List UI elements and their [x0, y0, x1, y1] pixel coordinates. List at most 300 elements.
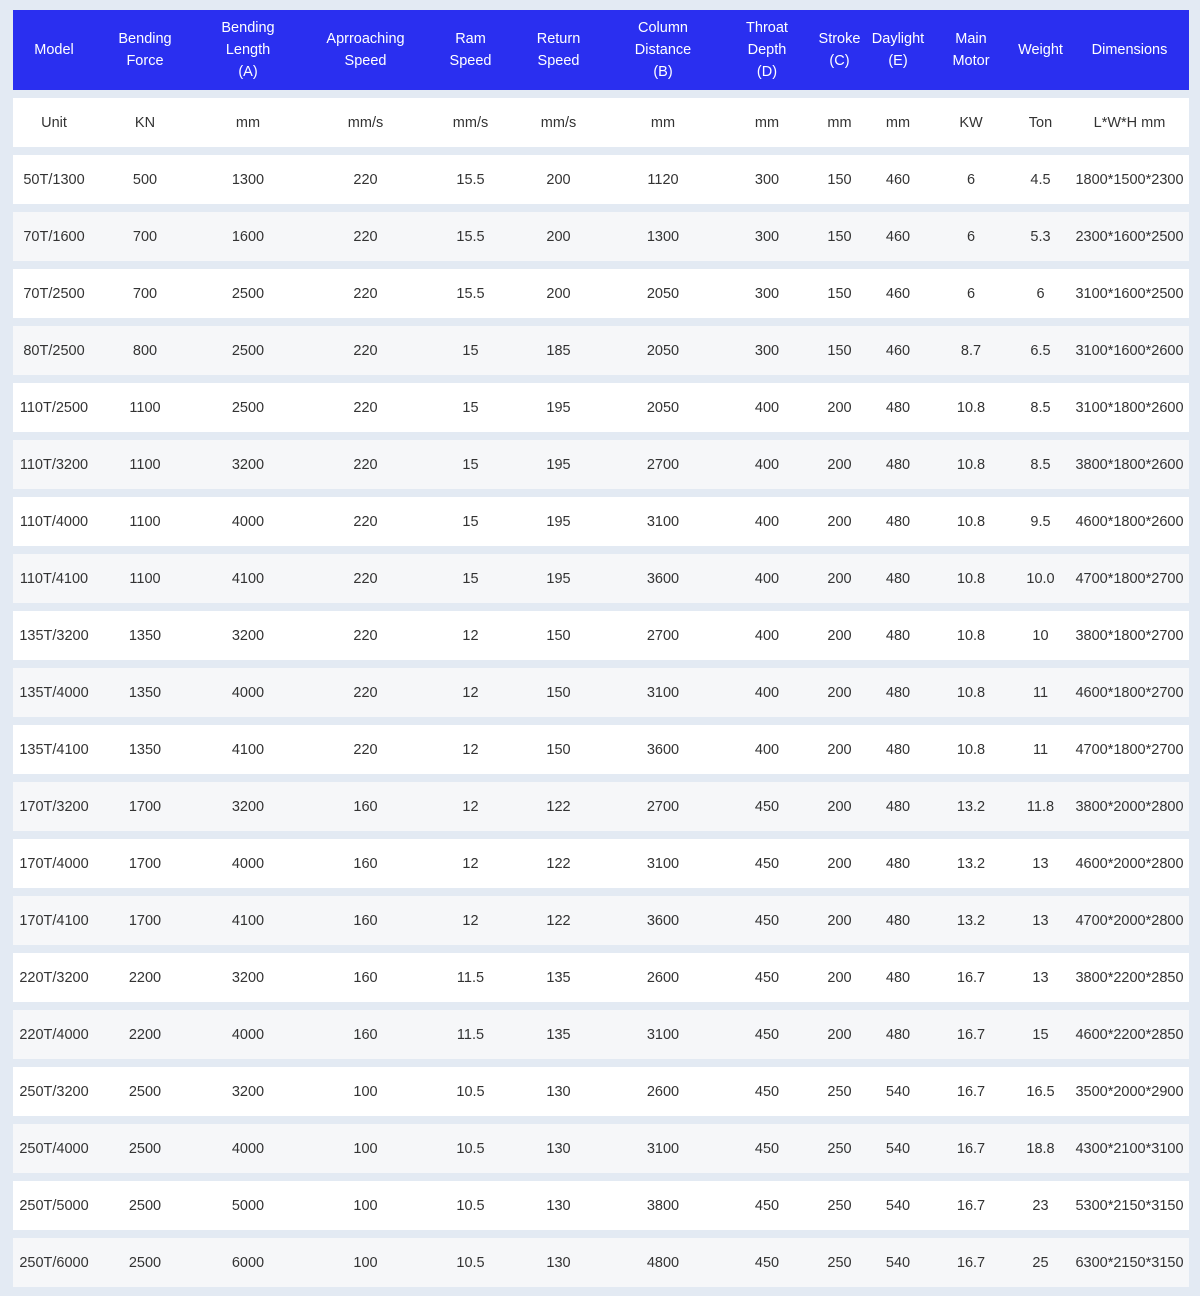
- table-cell: 400: [720, 497, 814, 546]
- table-cell: 1700: [95, 839, 195, 888]
- model-cell: 250T/4000: [13, 1124, 95, 1173]
- table-cell: 450: [720, 1238, 814, 1287]
- table-cell: 11: [1011, 725, 1070, 774]
- table-cell: 3200: [195, 440, 301, 489]
- table-cell: 3200: [195, 953, 301, 1002]
- table-row: [13, 668, 1189, 717]
- table-cell: 16.5: [1011, 1067, 1070, 1116]
- table-cell: 2050: [606, 269, 720, 318]
- table-row: [13, 953, 1189, 1002]
- table-cell: 4300*2100*3100: [1070, 1124, 1189, 1173]
- table-cell: 200: [814, 611, 865, 660]
- table-cell: 13: [1011, 896, 1070, 945]
- table-cell: 1700: [95, 782, 195, 831]
- table-row: [13, 383, 1189, 432]
- table-cell: 11: [1011, 668, 1070, 717]
- table-cell: 130: [511, 1238, 606, 1287]
- table-cell: 2500: [195, 383, 301, 432]
- column-header-line: Aprroaching: [326, 31, 405, 47]
- column-header-line: Depth: [747, 42, 787, 58]
- unit-cell: mm/s: [511, 98, 606, 147]
- column-header: [865, 10, 931, 90]
- table-cell: 10.8: [931, 725, 1011, 774]
- table-cell: 185: [511, 326, 606, 375]
- table-cell: 15: [430, 497, 511, 546]
- table-row: [13, 1010, 1189, 1059]
- table-cell: 1600: [195, 212, 301, 261]
- table-cell: 3100: [606, 839, 720, 888]
- table-cell: 12: [430, 725, 511, 774]
- table-cell: 450: [720, 782, 814, 831]
- table-cell: 195: [511, 440, 606, 489]
- table-cell: 6: [931, 269, 1011, 318]
- column-header: [301, 10, 430, 90]
- table-cell: 6: [931, 212, 1011, 261]
- table-cell: 12: [430, 839, 511, 888]
- column-header: [1070, 10, 1189, 90]
- model-cell: 170T/4100: [13, 896, 95, 945]
- table-cell: 6.5: [1011, 326, 1070, 375]
- table-cell: 1100: [95, 554, 195, 603]
- table-cell: 10.5: [430, 1181, 511, 1230]
- table-cell: 6300*2150*3150: [1070, 1238, 1189, 1287]
- spec-table: [13, 2, 1189, 1295]
- header-row: [13, 10, 1189, 90]
- table-cell: 10.0: [1011, 554, 1070, 603]
- table-cell: 200: [814, 725, 865, 774]
- column-header-line: Bending: [221, 20, 275, 36]
- table-cell: 8.5: [1011, 440, 1070, 489]
- table-cell: 160: [301, 1010, 430, 1059]
- column-header-line: Throat: [746, 20, 788, 36]
- column-header: [95, 10, 195, 90]
- table-cell: 220: [301, 155, 430, 204]
- table-cell: 10.8: [931, 554, 1011, 603]
- table-cell: 15: [430, 383, 511, 432]
- table-cell: 300: [720, 212, 814, 261]
- table-cell: 15.5: [430, 155, 511, 204]
- table-cell: 2500: [95, 1181, 195, 1230]
- table-cell: 100: [301, 1124, 430, 1173]
- table-cell: 4000: [195, 1010, 301, 1059]
- table-cell: 11.5: [430, 953, 511, 1002]
- table-cell: 15: [430, 326, 511, 375]
- column-header-line: Weight: [1018, 42, 1063, 58]
- table-cell: 13.2: [931, 782, 1011, 831]
- table-cell: 15.5: [430, 212, 511, 261]
- column-header: [195, 10, 301, 90]
- table-cell: 200: [814, 953, 865, 1002]
- table-cell: 220: [301, 668, 430, 717]
- table-cell: 9.5: [1011, 497, 1070, 546]
- column-header-line: (D): [756, 64, 778, 80]
- table-cell: 480: [865, 725, 931, 774]
- table-cell: 160: [301, 896, 430, 945]
- table-cell: 1350: [95, 611, 195, 660]
- unit-row: [13, 98, 1189, 147]
- table-cell: 300: [720, 269, 814, 318]
- table-cell: 200: [511, 269, 606, 318]
- table-cell: 460: [865, 269, 931, 318]
- table-cell: 1300: [606, 212, 720, 261]
- unit-cell: mm/s: [430, 98, 511, 147]
- table-cell: 200: [814, 782, 865, 831]
- table-cell: 122: [511, 782, 606, 831]
- model-cell: 135T/4100: [13, 725, 95, 774]
- table-cell: 3800*1800*2600: [1070, 440, 1189, 489]
- table-cell: 100: [301, 1238, 430, 1287]
- table-row: [13, 1124, 1189, 1173]
- table-cell: 250: [814, 1124, 865, 1173]
- table-cell: 5.3: [1011, 212, 1070, 261]
- table-cell: 3800*1800*2700: [1070, 611, 1189, 660]
- unit-cell: Unit: [13, 98, 95, 147]
- table-cell: 16.7: [931, 1067, 1011, 1116]
- table-cell: 540: [865, 1067, 931, 1116]
- table-row: [13, 896, 1189, 945]
- column-header-line: (C): [829, 53, 850, 69]
- table-cell: 300: [720, 155, 814, 204]
- table-cell: 160: [301, 782, 430, 831]
- table-cell: 10.8: [931, 611, 1011, 660]
- table-row: [13, 611, 1189, 660]
- table-cell: 6: [931, 155, 1011, 204]
- table-cell: 220: [301, 440, 430, 489]
- table-cell: 200: [814, 554, 865, 603]
- table-cell: 450: [720, 1010, 814, 1059]
- table-header: [13, 10, 1189, 90]
- column-header: [814, 10, 865, 90]
- table-row: [13, 554, 1189, 603]
- table-cell: 130: [511, 1181, 606, 1230]
- table-cell: 220: [301, 326, 430, 375]
- unit-cell: L*W*H mm: [1070, 98, 1189, 147]
- table-cell: 500: [95, 155, 195, 204]
- table-cell: 4700*1800*2700: [1070, 554, 1189, 603]
- table-cell: 3600: [606, 554, 720, 603]
- table-cell: 800: [95, 326, 195, 375]
- table-cell: 540: [865, 1181, 931, 1230]
- table-cell: 3800*2200*2850: [1070, 953, 1189, 1002]
- model-cell: 50T/1300: [13, 155, 95, 204]
- column-header-line: (A): [238, 64, 258, 80]
- table-cell: 1100: [95, 497, 195, 546]
- table-cell: 10.5: [430, 1124, 511, 1173]
- table-cell: 2500: [95, 1067, 195, 1116]
- table-cell: 150: [814, 155, 865, 204]
- table-cell: 460: [865, 212, 931, 261]
- table-cell: 3100: [606, 1124, 720, 1173]
- table-cell: 4600*1800*2600: [1070, 497, 1189, 546]
- column-header-line: Speed: [344, 53, 387, 69]
- table-cell: 4.5: [1011, 155, 1070, 204]
- table-cell: 16.7: [931, 1181, 1011, 1230]
- table-cell: 3100*1600*2500: [1070, 269, 1189, 318]
- table-cell: 4100: [195, 554, 301, 603]
- table-cell: 10: [1011, 611, 1070, 660]
- unit-cell: mm: [814, 98, 865, 147]
- table-cell: 6000: [195, 1238, 301, 1287]
- table-row: [13, 1238, 1189, 1287]
- table-cell: 3600: [606, 725, 720, 774]
- table-cell: 450: [720, 1124, 814, 1173]
- table-cell: 540: [865, 1124, 931, 1173]
- table-row: [13, 440, 1189, 489]
- table-cell: 450: [720, 1067, 814, 1116]
- table-cell: 200: [814, 383, 865, 432]
- table-cell: 3100: [606, 668, 720, 717]
- column-header-line: Daylight: [871, 31, 925, 47]
- model-cell: 170T/4000: [13, 839, 95, 888]
- table-cell: 450: [720, 896, 814, 945]
- column-header: [1011, 10, 1070, 90]
- table-cell: 480: [865, 383, 931, 432]
- table-cell: 3100: [606, 1010, 720, 1059]
- table-cell: 195: [511, 383, 606, 432]
- table-row: [13, 725, 1189, 774]
- model-cell: 110T/2500: [13, 383, 95, 432]
- table-cell: 4600*2200*2850: [1070, 1010, 1189, 1059]
- table-cell: 540: [865, 1238, 931, 1287]
- model-cell: 250T/3200: [13, 1067, 95, 1116]
- table-cell: 3600: [606, 896, 720, 945]
- table-cell: 4000: [195, 668, 301, 717]
- column-header-line: Speed: [449, 53, 492, 69]
- table-cell: 3500*2000*2900: [1070, 1067, 1189, 1116]
- table-row: [13, 269, 1189, 318]
- table-cell: 12: [430, 668, 511, 717]
- column-header-line: Model: [34, 42, 74, 58]
- table-cell: 4800: [606, 1238, 720, 1287]
- table-cell: 250: [814, 1181, 865, 1230]
- table-cell: 2500: [95, 1124, 195, 1173]
- table-cell: 2500: [195, 269, 301, 318]
- column-header: [720, 10, 814, 90]
- table-cell: 2050: [606, 326, 720, 375]
- table-cell: 12: [430, 896, 511, 945]
- column-header-line: Bending: [118, 31, 172, 47]
- table-cell: 2700: [606, 611, 720, 660]
- model-cell: 170T/3200: [13, 782, 95, 831]
- table-cell: 2300*1600*2500: [1070, 212, 1189, 261]
- table-cell: 700: [95, 269, 195, 318]
- spec-table-container: [13, 10, 1189, 1295]
- table-cell: 16.7: [931, 1010, 1011, 1059]
- table-cell: 10.8: [931, 668, 1011, 717]
- model-cell: 250T/5000: [13, 1181, 95, 1230]
- column-header-line: Column: [638, 20, 688, 36]
- column-header-line: Ram: [455, 31, 486, 47]
- unit-cell: mm: [720, 98, 814, 147]
- column-header: [606, 10, 720, 90]
- table-cell: 150: [814, 212, 865, 261]
- table-cell: 160: [301, 839, 430, 888]
- unit-cell: mm/s: [301, 98, 430, 147]
- table-cell: 4700*1800*2700: [1070, 725, 1189, 774]
- table-cell: 16.7: [931, 953, 1011, 1002]
- table-cell: 200: [814, 668, 865, 717]
- column-header-line: (B): [653, 64, 673, 80]
- table-cell: 130: [511, 1124, 606, 1173]
- table-cell: 400: [720, 668, 814, 717]
- table-cell: 200: [511, 212, 606, 261]
- table-cell: 13.2: [931, 839, 1011, 888]
- table-row: [13, 497, 1189, 546]
- table-row: [13, 1181, 1189, 1230]
- table-cell: 400: [720, 554, 814, 603]
- table-row: [13, 212, 1189, 261]
- model-cell: 220T/3200: [13, 953, 95, 1002]
- table-cell: 2600: [606, 953, 720, 1002]
- table-cell: 480: [865, 611, 931, 660]
- table-cell: 23: [1011, 1181, 1070, 1230]
- model-cell: 70T/1600: [13, 212, 95, 261]
- table-cell: 2500: [195, 326, 301, 375]
- unit-cell: mm: [606, 98, 720, 147]
- table-cell: 135: [511, 953, 606, 1002]
- table-cell: 11.5: [430, 1010, 511, 1059]
- column-header-line: Speed: [537, 53, 580, 69]
- table-cell: 2600: [606, 1067, 720, 1116]
- column-header-line: Return: [536, 31, 581, 47]
- model-cell: 110T/4100: [13, 554, 95, 603]
- table-cell: 460: [865, 155, 931, 204]
- table-cell: 100: [301, 1181, 430, 1230]
- table-cell: 400: [720, 440, 814, 489]
- table-cell: 195: [511, 554, 606, 603]
- table-cell: 480: [865, 668, 931, 717]
- table-cell: 8.7: [931, 326, 1011, 375]
- table-cell: 480: [865, 782, 931, 831]
- table-cell: 150: [511, 611, 606, 660]
- table-cell: 16.7: [931, 1124, 1011, 1173]
- table-cell: 4600*2000*2800: [1070, 839, 1189, 888]
- table-cell: 1120: [606, 155, 720, 204]
- unit-cell: mm: [195, 98, 301, 147]
- table-cell: 200: [814, 440, 865, 489]
- table-cell: 10.5: [430, 1238, 511, 1287]
- column-header-line: Stroke: [818, 31, 861, 47]
- table-row: [13, 326, 1189, 375]
- table-cell: 220: [301, 554, 430, 603]
- table-cell: 195: [511, 497, 606, 546]
- table-cell: 1300: [195, 155, 301, 204]
- table-cell: 150: [814, 326, 865, 375]
- table-cell: 200: [814, 839, 865, 888]
- table-cell: 3100: [606, 497, 720, 546]
- unit-cell: mm: [865, 98, 931, 147]
- table-cell: 2700: [606, 440, 720, 489]
- table-body: [13, 98, 1189, 1287]
- table-cell: 4600*1800*2700: [1070, 668, 1189, 717]
- unit-cell: Ton: [1011, 98, 1070, 147]
- table-cell: 16.7: [931, 1238, 1011, 1287]
- table-cell: 220: [301, 725, 430, 774]
- unit-cell: KN: [95, 98, 195, 147]
- table-cell: 200: [511, 155, 606, 204]
- table-cell: 200: [814, 1010, 865, 1059]
- table-cell: 450: [720, 1181, 814, 1230]
- table-cell: 220: [301, 269, 430, 318]
- table-cell: 5000: [195, 1181, 301, 1230]
- column-header: [511, 10, 606, 90]
- table-cell: 10.8: [931, 440, 1011, 489]
- table-cell: 150: [511, 725, 606, 774]
- table-cell: 8.5: [1011, 383, 1070, 432]
- table-cell: 11.8: [1011, 782, 1070, 831]
- table-cell: 13: [1011, 953, 1070, 1002]
- column-header: [430, 10, 511, 90]
- table-cell: 25: [1011, 1238, 1070, 1287]
- table-cell: 460: [865, 326, 931, 375]
- table-cell: 2200: [95, 1010, 195, 1059]
- unit-cell: KW: [931, 98, 1011, 147]
- table-cell: 400: [720, 383, 814, 432]
- table-cell: 220: [301, 497, 430, 546]
- table-cell: 10.8: [931, 383, 1011, 432]
- table-cell: 4000: [195, 497, 301, 546]
- table-cell: 2700: [606, 782, 720, 831]
- table-cell: 400: [720, 611, 814, 660]
- model-cell: 135T/4000: [13, 668, 95, 717]
- table-cell: 10.5: [430, 1067, 511, 1116]
- table-cell: 4000: [195, 1124, 301, 1173]
- table-cell: 450: [720, 953, 814, 1002]
- table-cell: 3800*2000*2800: [1070, 782, 1189, 831]
- table-cell: 4100: [195, 896, 301, 945]
- table-cell: 220: [301, 383, 430, 432]
- model-cell: 220T/4000: [13, 1010, 95, 1059]
- table-row: [13, 839, 1189, 888]
- table-cell: 13: [1011, 839, 1070, 888]
- table-cell: 135: [511, 1010, 606, 1059]
- table-cell: 150: [814, 269, 865, 318]
- table-cell: 15: [430, 440, 511, 489]
- table-cell: 150: [511, 668, 606, 717]
- table-cell: 2200: [95, 953, 195, 1002]
- table-cell: 3100*1600*2600: [1070, 326, 1189, 375]
- table-cell: 3200: [195, 611, 301, 660]
- table-cell: 480: [865, 953, 931, 1002]
- table-cell: 480: [865, 554, 931, 603]
- column-header: [931, 10, 1011, 90]
- table-cell: 160: [301, 953, 430, 1002]
- table-cell: 1350: [95, 668, 195, 717]
- table-cell: 480: [865, 839, 931, 888]
- table-cell: 15.5: [430, 269, 511, 318]
- table-row: [13, 782, 1189, 831]
- table-cell: 1100: [95, 440, 195, 489]
- model-cell: 135T/3200: [13, 611, 95, 660]
- table-cell: 2050: [606, 383, 720, 432]
- table-cell: 220: [301, 611, 430, 660]
- table-cell: 130: [511, 1067, 606, 1116]
- model-cell: 250T/6000: [13, 1238, 95, 1287]
- column-header-line: Length: [225, 42, 271, 58]
- table-cell: 700: [95, 212, 195, 261]
- table-cell: 1100: [95, 383, 195, 432]
- table-cell: 12: [430, 782, 511, 831]
- table-cell: 122: [511, 896, 606, 945]
- column-header: [13, 10, 95, 90]
- table-cell: 3200: [195, 782, 301, 831]
- table-cell: 250: [814, 1067, 865, 1116]
- table-cell: 4000: [195, 839, 301, 888]
- table-cell: 13.2: [931, 896, 1011, 945]
- table-cell: 250: [814, 1238, 865, 1287]
- table-cell: 100: [301, 1067, 430, 1116]
- table-cell: 3100*1800*2600: [1070, 383, 1189, 432]
